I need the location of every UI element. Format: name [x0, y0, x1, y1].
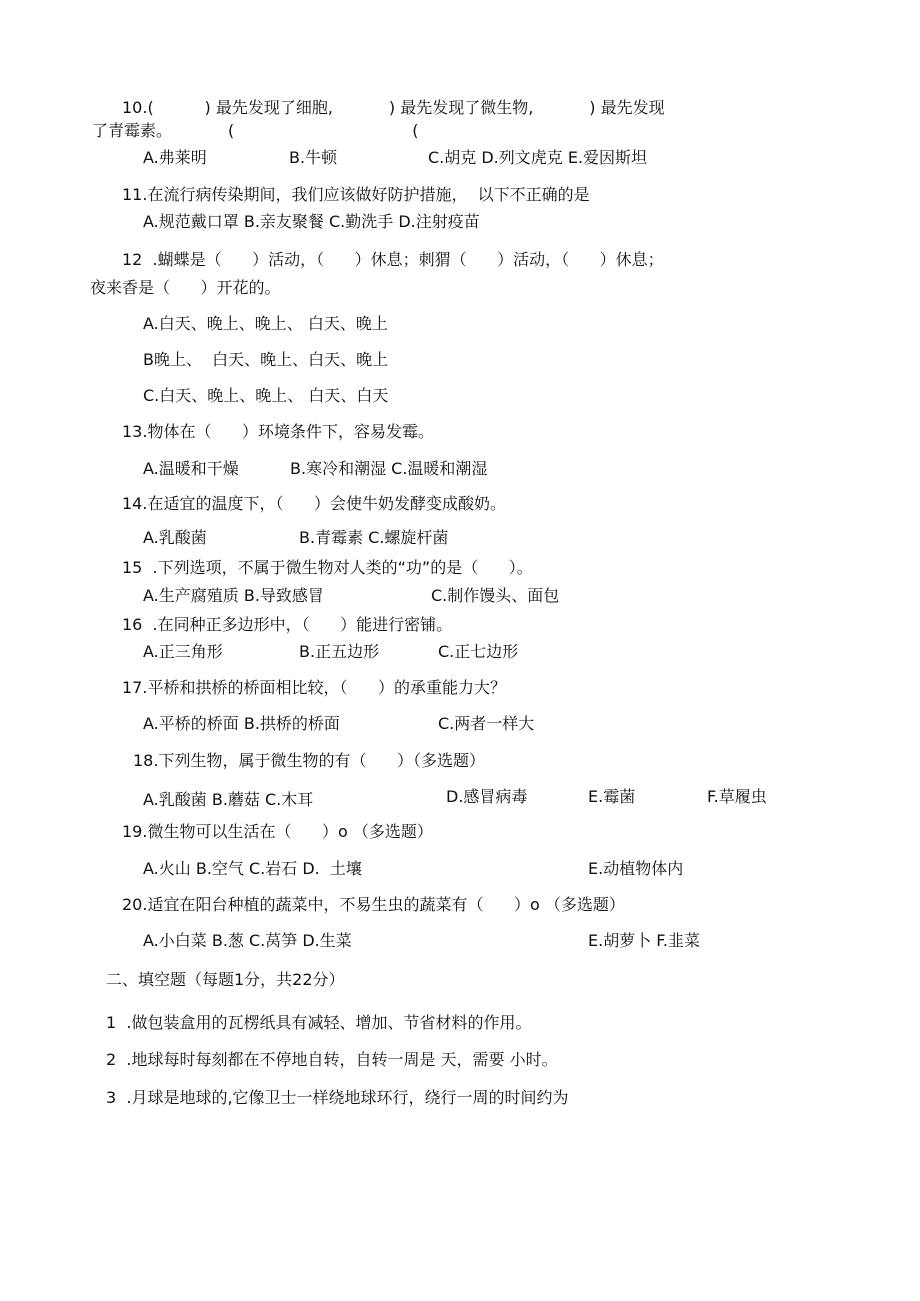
q12-option-a: A.白天、晚上、晚上、 白天、晚上 [143, 314, 388, 333]
q14-option-bc: B.青霉素 C.螺旋杆菌 [299, 528, 449, 547]
q18-option-e: E.霉菌 [588, 787, 636, 806]
q15-option-c: C.制作馒头、面包 [431, 586, 560, 605]
q17-option-c: C.两者一样大 [438, 714, 535, 733]
q19-stem: 19.微生物可以生活在（ ）o （多选题） [122, 822, 433, 841]
q10-option-cde: C.胡克 D.列文虎克 E.爱因斯坦 [428, 148, 648, 167]
q19-option-abcd: A.火山 B.空气 C.岩石 D. 土壤 [143, 859, 362, 878]
fill-blank-item-1: 1 .做包装盒用的瓦楞纸具有减轻、增加、节省材料的作用。 [106, 1013, 532, 1032]
q11-stem: 11.在流行病传染期间，我们应该做好防护措施， 以下不正确的是 [122, 185, 590, 204]
q18-option-f: F.草履虫 [707, 787, 767, 806]
q18-option-abc: A.乳酸菌 B.蘑菇 C.木耳 [143, 790, 314, 809]
q20-option-ef: E.胡萝卜 F.韭菜 [588, 931, 701, 950]
q19-option-e: E.动植物体内 [588, 859, 684, 878]
q12-stem-line2: 夜来香是（ ）开花的。 [90, 278, 281, 297]
q16-option-b: B.正五边形 [299, 642, 380, 661]
q15-option-ab: A.生产腐殖质 B.导致感冒 [143, 586, 324, 605]
q13-option-bc: B.寒冷和潮湿 C.温暖和潮湿 [290, 459, 488, 478]
q10-option-b: B.牛顿 [289, 148, 338, 167]
q12-option-b: B晚上、 白天、晚上、白天、晚上 [143, 350, 389, 369]
q13-stem: 13.物体在（ ）环境条件下，容易发霉。 [122, 422, 434, 441]
q17-stem: 17.平桥和拱桥的桥面相比较，（ ）的承重能力大？ [122, 678, 506, 697]
q18-stem: 18.下列生物，属于微生物的有（ ）（多选题） [133, 751, 485, 770]
q16-stem: 16 .在同种正多边形中，（ ）能进行密铺。 [122, 615, 453, 634]
q17-option-ab: A.平桥的桥面 B.拱桥的桥面 [143, 714, 340, 733]
q13-option-a: A.温暖和干燥 [143, 459, 239, 478]
q20-option-abcd: A.小白菜 B.葱 C.莴笋 D.生菜 [143, 931, 352, 950]
q12-option-c: C.白天、晚上、晚上、 白天、白天 [143, 386, 389, 405]
q10-stem-line2: 了青霉素。 ( ( [92, 121, 419, 140]
fill-blank-item-2: 2 .地球每时每刻都在不停地自转，自转一周是 天，需要 小时。 [106, 1050, 558, 1069]
section-title-fill-blank: 二、填空题（每题1分，共22分） [106, 970, 345, 989]
q16-option-c: C.正七边形 [438, 642, 519, 661]
q10-option-a: A.弗莱明 [143, 148, 207, 167]
q14-stem: 14.在适宜的温度下，（ ）会使牛奶发酵变成酸奶。 [122, 494, 506, 513]
q14-option-a: A.乳酸菌 [143, 528, 207, 547]
q15-stem: 15 .下列选项，不属于微生物对人类的“功”的是（ ）。 [122, 558, 533, 577]
q16-option-a: A.正三角形 [143, 642, 223, 661]
q10-stem-line1: 10.( ) 最先发现了细胞, ) 最先发现了微生物, ) 最先发现 [122, 98, 665, 117]
q11-options: A.规范戴口罩 B.亲友聚餐 C.勤洗手 D.注射疫苗 [143, 212, 480, 231]
q18-option-d: D.感冒病毒 [446, 787, 528, 806]
q12-stem-line1: 12 .蝴蝶是（ ）活动，（ ）休息；刺猬（ ）活动，（ ）休息； [122, 250, 664, 269]
fill-blank-item-3: 3 .月球是地球的,它像卫士一样绕地球环行，绕行一周的时间约为 [106, 1088, 569, 1107]
q20-stem: 20.适宜在阳台种植的蔬菜中，不易生虫的蔬菜有（ ）o （多选题） [122, 895, 625, 914]
